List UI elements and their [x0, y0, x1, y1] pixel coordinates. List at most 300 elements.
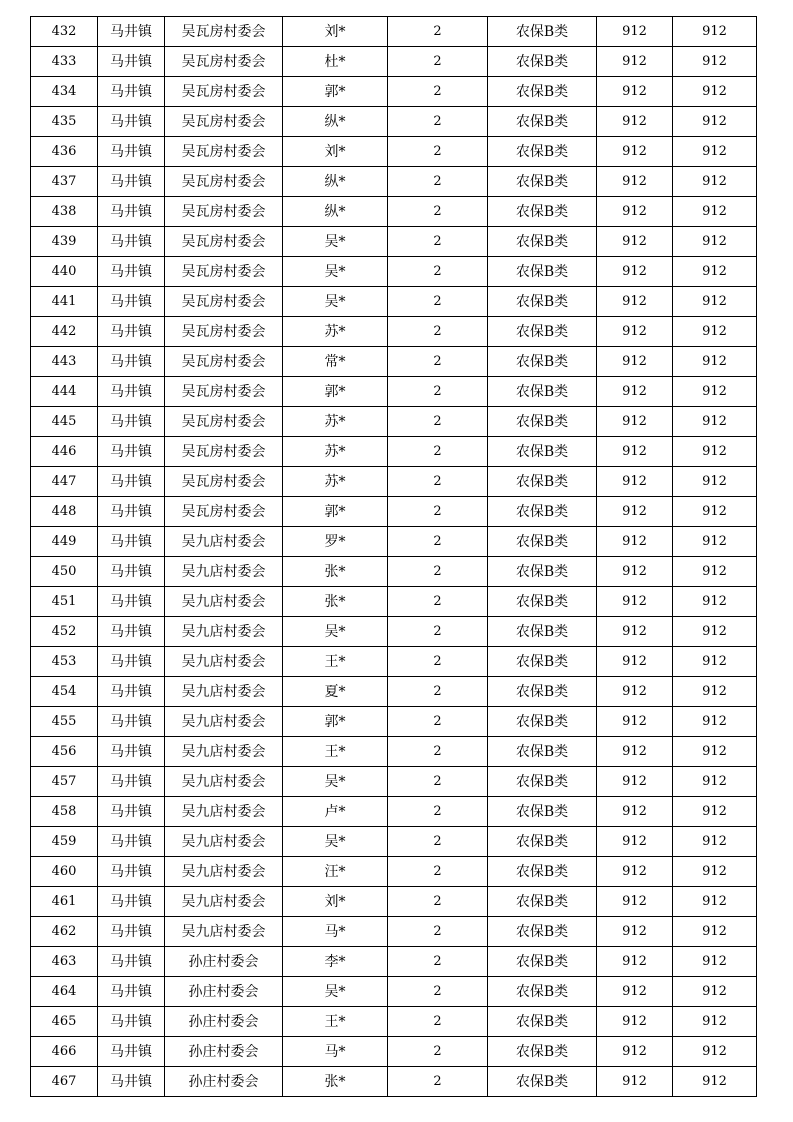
amount-cell: 912	[597, 797, 673, 827]
category-cell: 农保B类	[488, 917, 597, 947]
name-cell: 苏*	[283, 407, 388, 437]
count-cell: 2	[388, 737, 488, 767]
name-cell: 苏*	[283, 317, 388, 347]
town-cell: 马井镇	[98, 227, 165, 257]
table-row	[31, 227, 757, 257]
village-cell: 吴瓦房村委会	[165, 347, 283, 377]
total-cell: 912	[673, 737, 757, 767]
name-cell: 纵*	[283, 167, 388, 197]
row-number-cell: 460	[31, 857, 98, 887]
amount-cell: 912	[597, 1037, 673, 1067]
amount-cell: 912	[597, 587, 673, 617]
table-row	[31, 677, 757, 707]
category-cell: 农保B类	[488, 767, 597, 797]
name-cell: 张*	[283, 557, 388, 587]
amount-cell: 912	[597, 677, 673, 707]
village-cell: 孙庄村委会	[165, 1037, 283, 1067]
village-cell: 孙庄村委会	[165, 1007, 283, 1037]
count-cell: 2	[388, 857, 488, 887]
count-cell: 2	[388, 677, 488, 707]
table-row	[31, 1007, 757, 1037]
town-cell: 马井镇	[98, 977, 165, 1007]
table-row	[31, 887, 757, 917]
amount-cell: 912	[597, 1007, 673, 1037]
total-cell: 912	[673, 107, 757, 137]
name-cell: 杜*	[283, 47, 388, 77]
row-number-cell: 447	[31, 467, 98, 497]
total-cell: 912	[673, 377, 757, 407]
name-cell: 马*	[283, 1037, 388, 1067]
row-number-cell: 442	[31, 317, 98, 347]
town-cell: 马井镇	[98, 887, 165, 917]
table-row	[31, 917, 757, 947]
table-row	[31, 437, 757, 467]
total-cell: 912	[673, 1037, 757, 1067]
total-cell: 912	[673, 227, 757, 257]
count-cell: 2	[388, 557, 488, 587]
town-cell: 马井镇	[98, 1067, 165, 1097]
village-cell: 吴九店村委会	[165, 677, 283, 707]
total-cell: 912	[673, 857, 757, 887]
category-cell: 农保B类	[488, 47, 597, 77]
town-cell: 马井镇	[98, 527, 165, 557]
name-cell: 吴*	[283, 287, 388, 317]
total-cell: 912	[673, 677, 757, 707]
count-cell: 2	[388, 617, 488, 647]
total-cell: 912	[673, 707, 757, 737]
total-cell: 912	[673, 77, 757, 107]
town-cell: 马井镇	[98, 947, 165, 977]
category-cell: 农保B类	[488, 197, 597, 227]
village-cell: 吴瓦房村委会	[165, 47, 283, 77]
amount-cell: 912	[597, 347, 673, 377]
row-number-cell: 446	[31, 437, 98, 467]
table-row	[31, 17, 757, 47]
row-number-cell: 450	[31, 557, 98, 587]
amount-cell: 912	[597, 1067, 673, 1097]
category-cell: 农保B类	[488, 1007, 597, 1037]
total-cell: 912	[673, 17, 757, 47]
amount-cell: 912	[597, 17, 673, 47]
total-cell: 912	[673, 167, 757, 197]
category-cell: 农保B类	[488, 827, 597, 857]
amount-cell: 912	[597, 227, 673, 257]
village-cell: 吴九店村委会	[165, 647, 283, 677]
category-cell: 农保B类	[488, 17, 597, 47]
table-row	[31, 947, 757, 977]
category-cell: 农保B类	[488, 857, 597, 887]
count-cell: 2	[388, 767, 488, 797]
count-cell: 2	[388, 377, 488, 407]
table-row	[31, 527, 757, 557]
name-cell: 吴*	[283, 767, 388, 797]
category-cell: 农保B类	[488, 77, 597, 107]
row-number-cell: 461	[31, 887, 98, 917]
village-cell: 孙庄村委会	[165, 977, 283, 1007]
table-row	[31, 827, 757, 857]
village-cell: 孙庄村委会	[165, 1067, 283, 1097]
amount-cell: 912	[597, 737, 673, 767]
amount-cell: 912	[597, 467, 673, 497]
town-cell: 马井镇	[98, 827, 165, 857]
town-cell: 马井镇	[98, 47, 165, 77]
row-number-cell: 433	[31, 47, 98, 77]
total-cell: 912	[673, 797, 757, 827]
amount-cell: 912	[597, 947, 673, 977]
town-cell: 马井镇	[98, 77, 165, 107]
table-row	[31, 857, 757, 887]
town-cell: 马井镇	[98, 677, 165, 707]
amount-cell: 912	[597, 167, 673, 197]
category-cell: 农保B类	[488, 587, 597, 617]
table-row	[31, 347, 757, 377]
town-cell: 马井镇	[98, 647, 165, 677]
amount-cell: 912	[597, 407, 673, 437]
category-cell: 农保B类	[488, 797, 597, 827]
name-cell: 吴*	[283, 617, 388, 647]
village-cell: 吴瓦房村委会	[165, 407, 283, 437]
amount-cell: 912	[597, 437, 673, 467]
table-row	[31, 1037, 757, 1067]
table-row	[31, 557, 757, 587]
table-row	[31, 137, 757, 167]
category-cell: 农保B类	[488, 1067, 597, 1097]
category-cell: 农保B类	[488, 1037, 597, 1067]
amount-cell: 912	[597, 197, 673, 227]
table-row	[31, 47, 757, 77]
count-cell: 2	[388, 17, 488, 47]
row-number-cell: 436	[31, 137, 98, 167]
category-cell: 农保B类	[488, 137, 597, 167]
name-cell: 纵*	[283, 107, 388, 137]
amount-cell: 912	[597, 887, 673, 917]
total-cell: 912	[673, 347, 757, 377]
category-cell: 农保B类	[488, 377, 597, 407]
name-cell: 汪*	[283, 857, 388, 887]
total-cell: 912	[673, 557, 757, 587]
total-cell: 912	[673, 617, 757, 647]
amount-cell: 912	[597, 827, 673, 857]
table-row	[31, 407, 757, 437]
count-cell: 2	[388, 317, 488, 347]
town-cell: 马井镇	[98, 587, 165, 617]
category-cell: 农保B类	[488, 227, 597, 257]
count-cell: 2	[388, 797, 488, 827]
count-cell: 2	[388, 47, 488, 77]
count-cell: 2	[388, 197, 488, 227]
village-cell: 吴瓦房村委会	[165, 377, 283, 407]
category-cell: 农保B类	[488, 107, 597, 137]
table-row	[31, 467, 757, 497]
count-cell: 2	[388, 77, 488, 107]
amount-cell: 912	[597, 137, 673, 167]
row-number-cell: 439	[31, 227, 98, 257]
village-cell: 吴瓦房村委会	[165, 17, 283, 47]
table-row	[31, 617, 757, 647]
row-number-cell: 465	[31, 1007, 98, 1037]
town-cell: 马井镇	[98, 467, 165, 497]
count-cell: 2	[388, 467, 488, 497]
table-row	[31, 497, 757, 527]
row-number-cell: 448	[31, 497, 98, 527]
village-cell: 吴瓦房村委会	[165, 467, 283, 497]
town-cell: 马井镇	[98, 107, 165, 137]
row-number-cell: 438	[31, 197, 98, 227]
count-cell: 2	[388, 107, 488, 137]
name-cell: 李*	[283, 947, 388, 977]
total-cell: 912	[673, 467, 757, 497]
town-cell: 马井镇	[98, 137, 165, 167]
table-row	[31, 767, 757, 797]
count-cell: 2	[388, 437, 488, 467]
amount-cell: 912	[597, 647, 673, 677]
village-cell: 吴九店村委会	[165, 887, 283, 917]
row-number-cell: 445	[31, 407, 98, 437]
row-number-cell: 437	[31, 167, 98, 197]
total-cell: 912	[673, 197, 757, 227]
village-cell: 吴九店村委会	[165, 617, 283, 647]
total-cell: 912	[673, 317, 757, 347]
category-cell: 农保B类	[488, 287, 597, 317]
table-row	[31, 797, 757, 827]
row-number-cell: 432	[31, 17, 98, 47]
name-cell: 纵*	[283, 197, 388, 227]
row-number-cell: 462	[31, 917, 98, 947]
row-number-cell: 464	[31, 977, 98, 1007]
village-cell: 吴九店村委会	[165, 857, 283, 887]
name-cell: 刘*	[283, 17, 388, 47]
category-cell: 农保B类	[488, 527, 597, 557]
category-cell: 农保B类	[488, 257, 597, 287]
row-number-cell: 449	[31, 527, 98, 557]
name-cell: 郭*	[283, 497, 388, 527]
count-cell: 2	[388, 167, 488, 197]
table-row	[31, 707, 757, 737]
town-cell: 马井镇	[98, 167, 165, 197]
village-cell: 吴九店村委会	[165, 767, 283, 797]
category-cell: 农保B类	[488, 707, 597, 737]
table-row	[31, 737, 757, 767]
village-cell: 吴九店村委会	[165, 797, 283, 827]
town-cell: 马井镇	[98, 347, 165, 377]
amount-cell: 912	[597, 617, 673, 647]
town-cell: 马井镇	[98, 497, 165, 527]
count-cell: 2	[388, 587, 488, 617]
town-cell: 马井镇	[98, 437, 165, 467]
row-number-cell: 451	[31, 587, 98, 617]
amount-cell: 912	[597, 257, 673, 287]
data-table	[30, 16, 757, 1097]
name-cell: 吴*	[283, 257, 388, 287]
town-cell: 马井镇	[98, 767, 165, 797]
amount-cell: 912	[597, 107, 673, 137]
village-cell: 吴九店村委会	[165, 557, 283, 587]
category-cell: 农保B类	[488, 167, 597, 197]
total-cell: 912	[673, 647, 757, 677]
count-cell: 2	[388, 1037, 488, 1067]
name-cell: 刘*	[283, 887, 388, 917]
name-cell: 马*	[283, 917, 388, 947]
name-cell: 夏*	[283, 677, 388, 707]
table-row	[31, 287, 757, 317]
amount-cell: 912	[597, 377, 673, 407]
total-cell: 912	[673, 437, 757, 467]
total-cell: 912	[673, 257, 757, 287]
town-cell: 马井镇	[98, 857, 165, 887]
name-cell: 王*	[283, 647, 388, 677]
name-cell: 张*	[283, 1067, 388, 1097]
village-cell: 吴九店村委会	[165, 827, 283, 857]
category-cell: 农保B类	[488, 677, 597, 707]
total-cell: 912	[673, 287, 757, 317]
town-cell: 马井镇	[98, 17, 165, 47]
village-cell: 吴九店村委会	[165, 737, 283, 767]
total-cell: 912	[673, 977, 757, 1007]
village-cell: 吴瓦房村委会	[165, 317, 283, 347]
row-number-cell: 453	[31, 647, 98, 677]
count-cell: 2	[388, 887, 488, 917]
category-cell: 农保B类	[488, 887, 597, 917]
name-cell: 苏*	[283, 467, 388, 497]
row-number-cell: 454	[31, 677, 98, 707]
total-cell: 912	[673, 587, 757, 617]
amount-cell: 912	[597, 287, 673, 317]
village-cell: 吴瓦房村委会	[165, 77, 283, 107]
table-row	[31, 77, 757, 107]
village-cell: 吴瓦房村委会	[165, 497, 283, 527]
village-cell: 孙庄村委会	[165, 947, 283, 977]
category-cell: 农保B类	[488, 467, 597, 497]
row-number-cell: 458	[31, 797, 98, 827]
count-cell: 2	[388, 1007, 488, 1037]
name-cell: 王*	[283, 737, 388, 767]
town-cell: 马井镇	[98, 737, 165, 767]
row-number-cell: 452	[31, 617, 98, 647]
name-cell: 吴*	[283, 977, 388, 1007]
town-cell: 马井镇	[98, 407, 165, 437]
amount-cell: 912	[597, 77, 673, 107]
town-cell: 马井镇	[98, 917, 165, 947]
total-cell: 912	[673, 917, 757, 947]
category-cell: 农保B类	[488, 617, 597, 647]
total-cell: 912	[673, 497, 757, 527]
row-number-cell: 440	[31, 257, 98, 287]
village-cell: 吴瓦房村委会	[165, 437, 283, 467]
amount-cell: 912	[597, 767, 673, 797]
village-cell: 吴瓦房村委会	[165, 107, 283, 137]
total-cell: 912	[673, 137, 757, 167]
village-cell: 吴九店村委会	[165, 917, 283, 947]
name-cell: 卢*	[283, 797, 388, 827]
category-cell: 农保B类	[488, 407, 597, 437]
total-cell: 912	[673, 407, 757, 437]
village-cell: 吴瓦房村委会	[165, 287, 283, 317]
total-cell: 912	[673, 1007, 757, 1037]
category-cell: 农保B类	[488, 977, 597, 1007]
count-cell: 2	[388, 947, 488, 977]
name-cell: 刘*	[283, 137, 388, 167]
table-row	[31, 647, 757, 677]
amount-cell: 912	[597, 47, 673, 77]
count-cell: 2	[388, 1067, 488, 1097]
count-cell: 2	[388, 407, 488, 437]
town-cell: 马井镇	[98, 557, 165, 587]
amount-cell: 912	[597, 527, 673, 557]
total-cell: 912	[673, 827, 757, 857]
table-row	[31, 587, 757, 617]
village-cell: 吴九店村委会	[165, 587, 283, 617]
row-number-cell: 444	[31, 377, 98, 407]
count-cell: 2	[388, 287, 488, 317]
town-cell: 马井镇	[98, 707, 165, 737]
row-number-cell: 434	[31, 77, 98, 107]
village-cell: 吴九店村委会	[165, 707, 283, 737]
category-cell: 农保B类	[488, 347, 597, 377]
row-number-cell: 459	[31, 827, 98, 857]
amount-cell: 912	[597, 497, 673, 527]
town-cell: 马井镇	[98, 287, 165, 317]
town-cell: 马井镇	[98, 1037, 165, 1067]
amount-cell: 912	[597, 977, 673, 1007]
count-cell: 2	[388, 917, 488, 947]
total-cell: 912	[673, 947, 757, 977]
row-number-cell: 456	[31, 737, 98, 767]
row-number-cell: 455	[31, 707, 98, 737]
count-cell: 2	[388, 227, 488, 257]
name-cell: 常*	[283, 347, 388, 377]
village-cell: 吴瓦房村委会	[165, 137, 283, 167]
name-cell: 苏*	[283, 437, 388, 467]
total-cell: 912	[673, 527, 757, 557]
name-cell: 郭*	[283, 377, 388, 407]
name-cell: 王*	[283, 1007, 388, 1037]
name-cell: 郭*	[283, 77, 388, 107]
town-cell: 马井镇	[98, 317, 165, 347]
category-cell: 农保B类	[488, 317, 597, 347]
village-cell: 吴瓦房村委会	[165, 227, 283, 257]
village-cell: 吴九店村委会	[165, 527, 283, 557]
category-cell: 农保B类	[488, 557, 597, 587]
town-cell: 马井镇	[98, 377, 165, 407]
name-cell: 吴*	[283, 827, 388, 857]
count-cell: 2	[388, 497, 488, 527]
town-cell: 马井镇	[98, 617, 165, 647]
total-cell: 912	[673, 1067, 757, 1097]
table-row	[31, 377, 757, 407]
count-cell: 2	[388, 827, 488, 857]
town-cell: 马井镇	[98, 257, 165, 287]
category-cell: 农保B类	[488, 497, 597, 527]
category-cell: 农保B类	[488, 737, 597, 767]
amount-cell: 912	[597, 707, 673, 737]
table-row	[31, 167, 757, 197]
table-row	[31, 317, 757, 347]
name-cell: 吴*	[283, 227, 388, 257]
category-cell: 农保B类	[488, 647, 597, 677]
row-number-cell: 443	[31, 347, 98, 377]
table-row	[31, 1067, 757, 1097]
row-number-cell: 457	[31, 767, 98, 797]
row-number-cell: 441	[31, 287, 98, 317]
town-cell: 马井镇	[98, 1007, 165, 1037]
amount-cell: 912	[597, 917, 673, 947]
village-cell: 吴瓦房村委会	[165, 257, 283, 287]
row-number-cell: 467	[31, 1067, 98, 1097]
count-cell: 2	[388, 707, 488, 737]
total-cell: 912	[673, 47, 757, 77]
table-row	[31, 257, 757, 287]
village-cell: 吴瓦房村委会	[165, 197, 283, 227]
